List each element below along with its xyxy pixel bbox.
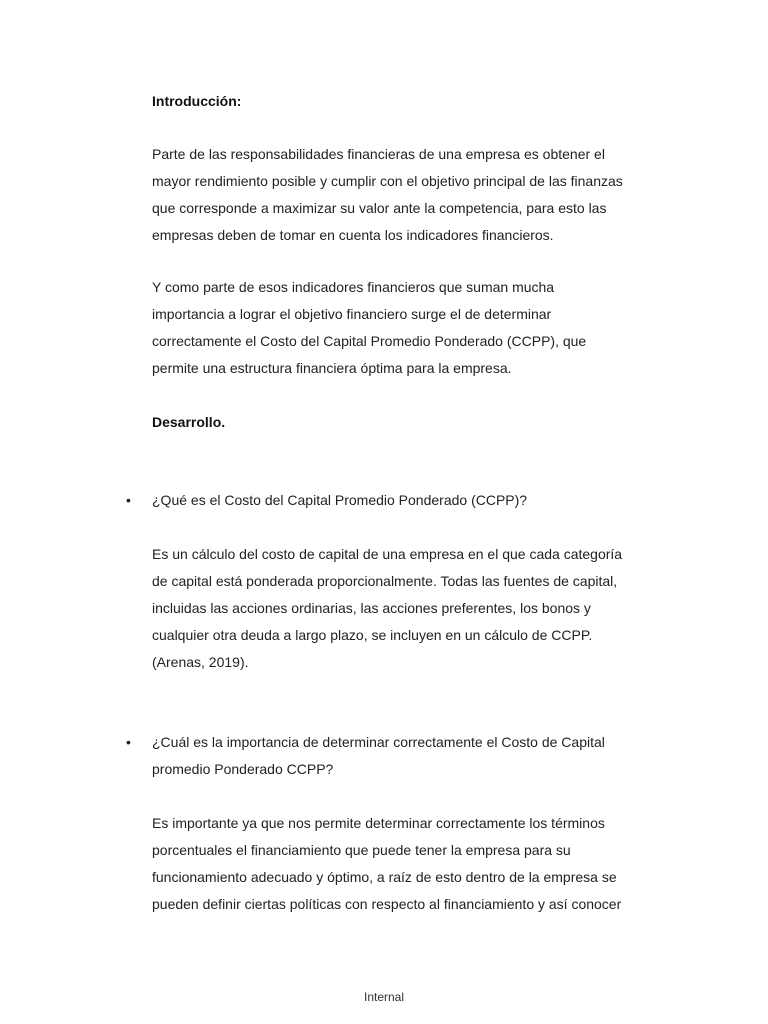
answer-line: porcentuales el financiamiento que puede tener la empresa para su: [152, 842, 571, 858]
paragraph-line: que corresponde a maximizar su valor ante la competencia, para esto las: [152, 200, 607, 216]
answer-line: incluidas las acciones ordinarias, las acciones preferentes, los bonos y: [152, 600, 591, 616]
intro-heading: Introducción:: [152, 93, 242, 109]
answer-2: [152, 810, 672, 918]
paragraph-line: Parte de las responsabilidades financieras de una empresa es obtener el: [152, 146, 605, 162]
answer-line: cualquier otra deuda a largo plazo, se incluyen en un cálculo de CCPP.: [152, 627, 593, 643]
answer-1: [152, 541, 672, 676]
answer-line: pueden definir ciertas políticas con respecto al financiamiento y así conocer: [152, 896, 622, 912]
answer-line: funcionamiento adecuado y óptimo, a raíz de esto dentro de la empresa se: [152, 869, 617, 885]
question-2: [152, 729, 672, 783]
paragraph-line: mayor rendimiento posible y cumplir con el objetivo principal de las finanzas: [152, 173, 623, 189]
bullet-marker: •: [126, 492, 131, 508]
footer-classification-label: Internal: [363, 990, 405, 1004]
answer-line: Es un cálculo del costo de capital de una empresa en el que cada categoría: [152, 546, 623, 562]
intro-paragraph-1: [152, 141, 672, 249]
paragraph-line: empresas deben de tomar en cuenta los indicadores financieros.: [152, 227, 554, 243]
question-line: ¿Cuál es la importancia de determinar correctamente el Costo de Capital: [152, 734, 605, 750]
answer-line: Es importante ya que nos permite determinar correctamente los términos: [152, 815, 605, 831]
bullet-marker: •: [126, 734, 131, 750]
paragraph-line: importancia a lograr el objetivo financiero surge el de determinar: [152, 306, 552, 322]
answer-line: de capital está ponderada proporcionalmente. Todas las fuentes de capital,: [152, 573, 618, 589]
answer-line: (Arenas, 2019).: [152, 654, 249, 670]
intro-paragraph-2: [152, 274, 672, 382]
question-1: [152, 487, 672, 514]
paragraph-line: Y como parte de esos indicadores financieros que suman mucha: [152, 279, 555, 295]
question-line: promedio Ponderado CCPP?: [152, 761, 334, 777]
paragraph-line: permite una estructura financiera óptima para la empresa.: [152, 360, 512, 376]
question-line: ¿Qué es el Costo del Capital Promedio Ponderado (CCPP)?: [152, 492, 528, 508]
paragraph-line: correctamente el Costo del Capital Promedio Ponderado (CCPP), que: [152, 333, 587, 349]
development-heading: Desarrollo.: [152, 414, 226, 430]
